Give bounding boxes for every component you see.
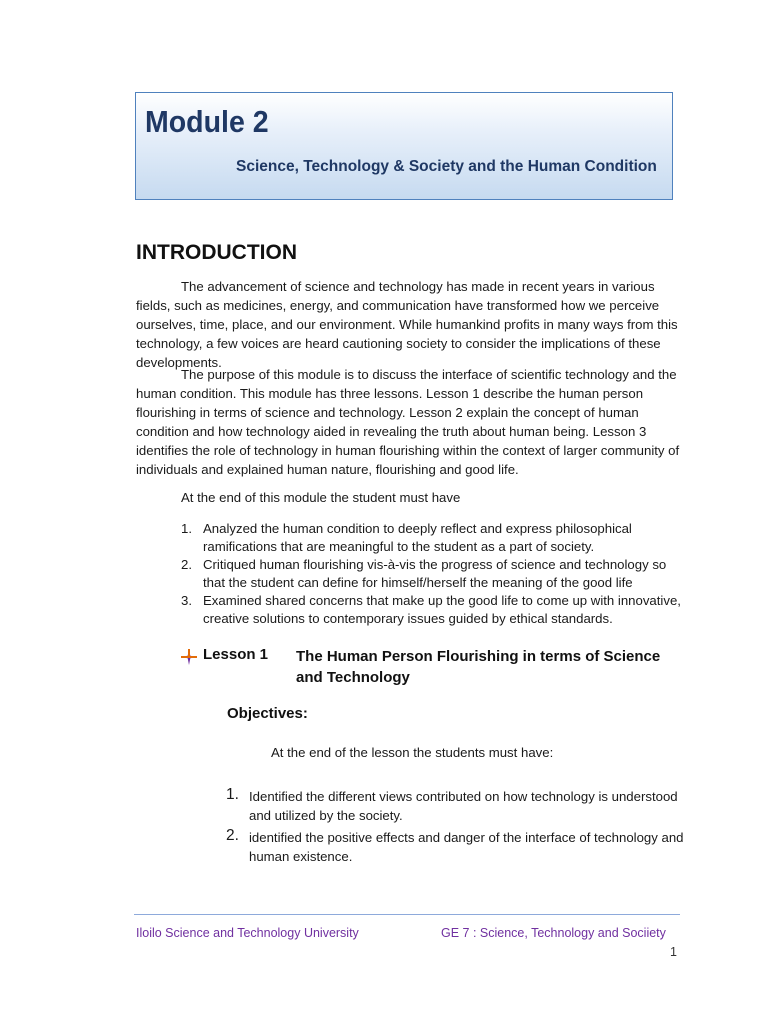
list-item-number: 3. (181, 593, 192, 608)
list-item-number: 1. (226, 786, 239, 803)
intro-paragraph-2-text: The purpose of this module is to discuss the interface of scientific technology and the human condition. This module has three lessons. Lesson 1 describe the human person flourishing in terms of science and technology. Lesson 2 explain the concept of human condition and how technology aided in revealing the truth about human being. Lesson 3 identifies the role of technology in human flourishing within the context of larger community of individuals and explained human nature, flourishing and good life. (136, 367, 680, 477)
list-item (181, 592, 681, 628)
objectives-heading: Objectives: (227, 705, 308, 722)
objectives-list (226, 787, 686, 866)
introduction-heading: INTRODUCTION (136, 241, 297, 264)
list-item-number: 2. (181, 557, 192, 572)
list-item (181, 556, 681, 592)
page-number: 1 (670, 945, 677, 959)
list-item-text: Critiqued human flourishing vis-à-vis the progress of science and technology so that the student can define for himself/herself the meaning of the good life (203, 557, 667, 590)
outcomes-list (181, 520, 681, 628)
intro-paragraph-1-text: The advancement of science and technology has made in recent years in various fields, such as medicines, energy, and communication have transformed how we perceive ourselves, time, place, and our environment. While humankind profits in many ways from this technology, a few voices are heard cautioning society to consider the implications of these developments. (136, 279, 678, 370)
list-item-number: 2. (226, 827, 239, 844)
outcomes-intro: At the end of this module the student must have (181, 490, 461, 505)
footer-university: Iloilo Science and Technology University (136, 926, 359, 940)
list-item-text: Identified the different views contributed on how technology is understood and utilized by the society. (249, 789, 678, 823)
cross-star-bullet-icon (181, 649, 197, 665)
list-item-number: 1. (181, 521, 192, 536)
module-title: Module 2 (145, 104, 269, 139)
footer-divider (134, 914, 680, 915)
list-item (181, 520, 681, 556)
lesson-title: The Human Person Flourishing in terms of Science and Technology (296, 648, 661, 686)
objectives-intro: At the end of the lesson the students must have: (271, 745, 554, 760)
intro-paragraph-2 (136, 365, 681, 479)
list-item-text: Examined shared concerns that make up the good life to come up with innovative, creative solutions to contemporary issues guided by ethical standards. (203, 593, 681, 626)
list-item-text: Analyzed the human condition to deeply reflect and express philosophical ramifications that are meaningful to the student as a part of society. (203, 521, 632, 554)
footer-course: GE 7 : Science, Technology and Sociiety (441, 926, 666, 940)
lesson-label: Lesson 1 (203, 646, 269, 663)
intro-paragraph-1 (136, 277, 681, 372)
list-item-text: identified the positive effects and danger of the interface of technology and human existence. (249, 830, 684, 864)
list-item (226, 787, 686, 825)
module-subtitle: Science, Technology & Society and the Human Condition (236, 158, 657, 175)
list-item (226, 828, 686, 866)
